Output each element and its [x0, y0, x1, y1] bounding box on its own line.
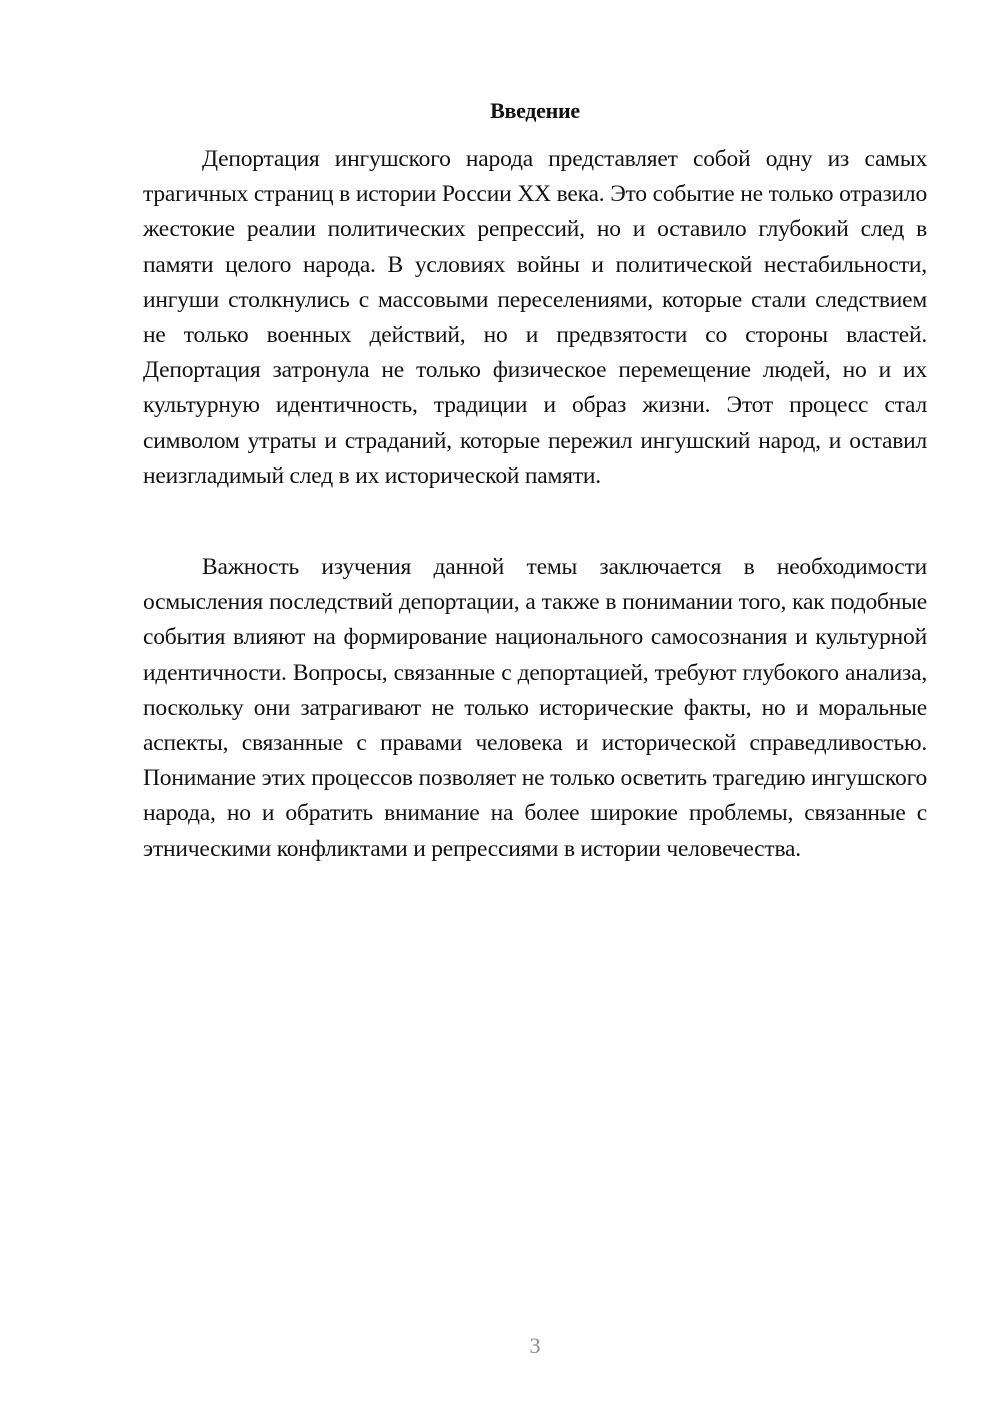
- page-number: 3: [529, 1333, 541, 1358]
- section-title: Введение: [490, 98, 580, 123]
- paragraph-2: Важность изучения данной темы заключается в необходимости осмысления последствий депортации, а также в понимании того, как подобные события влияют на формирование национального самосознания и культурной идентичности. Вопросы, связанные с депортацией, требуют глубокого анализа, поскольку они затрагивают не только исторические факты, но и моральные аспекты, связанные с правами человека и исторической справедливостью. Понимание этих процессов позволяет не только осветить трагедию ингушского народа, но и обратить внимание на более широкие проблемы, связанные с этническими конфликтами и репрессиями в истории человечества.: [143, 554, 927, 862]
- paragraph-1: Депортация ингушского народа представляет собой одну из самых трагичных страниц в истории России XX века. Это событие не только отразило жестокие реалии политических репрессий, но и оставило глубокий след в памяти целого народа. В условиях войны и политической нестабильности, ингуши столкнулись с массовыми переселениями, которые стали следствием не только военных действий, но и предвзятости со стороны властей. Депортация затронула не только физическое перемещение людей, но и их культурную идентичность, традиции и образ жизни. Этот процесс стал символом утраты и страданий, которые пережил ингушский народ, и оставил неизгладимый след в их исторической памяти.: [143, 146, 927, 489]
